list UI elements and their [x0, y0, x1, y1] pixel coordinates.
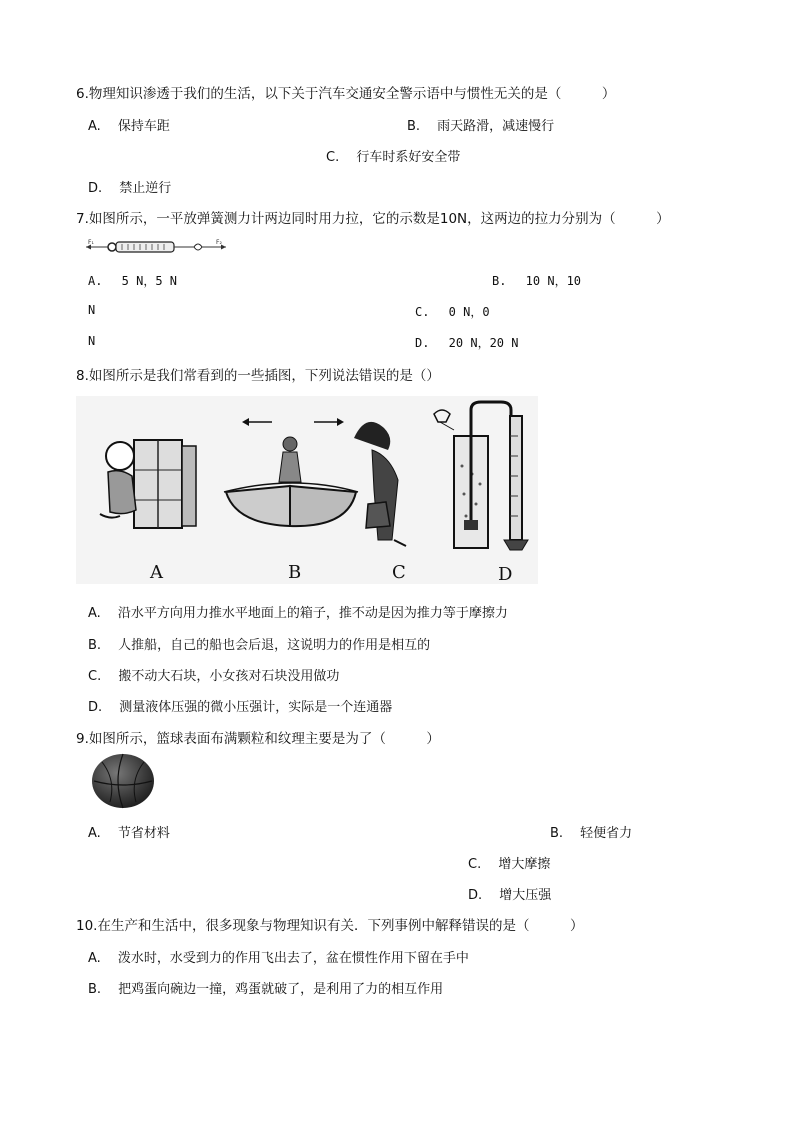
question-8-option-d[interactable]: D. 测量液体压强的微小压强计，实际是一个连通器 [88, 700, 393, 715]
question-10-stem: 10.在生产和生活中，很多现象与物理知识有关．下列事例中解释错误的是（ ） [76, 918, 584, 934]
illustration-label-d: D [498, 564, 513, 584]
illustration-label-b: B [288, 562, 302, 583]
question-8-option-a[interactable]: A. 沿水平方向用力推水平地面上的箱子，推不动是因为推力等于摩擦力 [88, 606, 508, 621]
question-10-option-b[interactable]: B. 把鸡蛋向碗边一撞，鸡蛋就破了，是利用了力的相互作用 [88, 982, 444, 997]
question-6-option-c[interactable]: C. 行车时系好安全带 [326, 150, 461, 165]
question-9-option-b[interactable]: B. 轻便省力 [550, 826, 633, 841]
question-6-option-d[interactable]: D. 禁止逆行 [88, 181, 172, 196]
question-7-stem: 7.如图所示，一平放弹簧测力计两边同时用力拉，它的示数是10N，这两边的拉力分别为（ ） [76, 211, 670, 227]
question-9-option-c[interactable]: C. 增大摩擦 [468, 857, 551, 872]
basketball-figure [90, 752, 156, 810]
force-label-left: F₁ [88, 239, 94, 246]
question-6-option-a[interactable]: A. 保持车距 [88, 119, 170, 134]
question-7-option-d[interactable]: D. 20 N，20 N [415, 336, 519, 350]
question-7-option-c-continued: N [88, 334, 96, 348]
question-7-option-b-continued: N [88, 303, 96, 317]
question-6-option-b[interactable]: B. 雨天路滑，减速慢行 [407, 119, 555, 134]
illustration-label-c: C [392, 562, 406, 583]
question-7-option-a[interactable]: A. 5 N，5 N [88, 274, 178, 288]
question-9-option-d[interactable]: D. 增大压强 [468, 888, 552, 903]
question-9-option-a[interactable]: A. 节省材料 [88, 826, 170, 841]
question-10-option-a[interactable]: A. 泼水时，水受到力的作用飞出去了，盆在惯性作用下留在手中 [88, 951, 469, 966]
question-8-stem: 8.如图所示是我们常看到的一些插图，下列说法错误的是（） [76, 368, 440, 384]
question-6-stem: 6.物理知识渗透于我们的生活，以下关于汽车交通安全警示语中与惯性无关的是（ ） [76, 86, 616, 102]
illustration-label-a: A [150, 562, 163, 583]
question-7-option-b[interactable]: B. 10 N，10 [492, 274, 582, 288]
question-8-option-b[interactable]: B. 人推船，自己的船也会后退，这说明力的作用是相互的 [88, 638, 431, 653]
question-8-illustrations [76, 396, 538, 584]
force-label-right: F₂ [216, 239, 222, 246]
question-7-option-c[interactable]: C. 0 N，0 [415, 305, 490, 319]
question-8-option-c[interactable]: C. 搬不动大石块，小女孩对石块没用做功 [88, 669, 340, 684]
question-9-stem: 9.如图所示，篮球表面布满颗粒和纹理主要是为了（ ） [76, 731, 440, 747]
spring-scale-figure [84, 236, 228, 258]
